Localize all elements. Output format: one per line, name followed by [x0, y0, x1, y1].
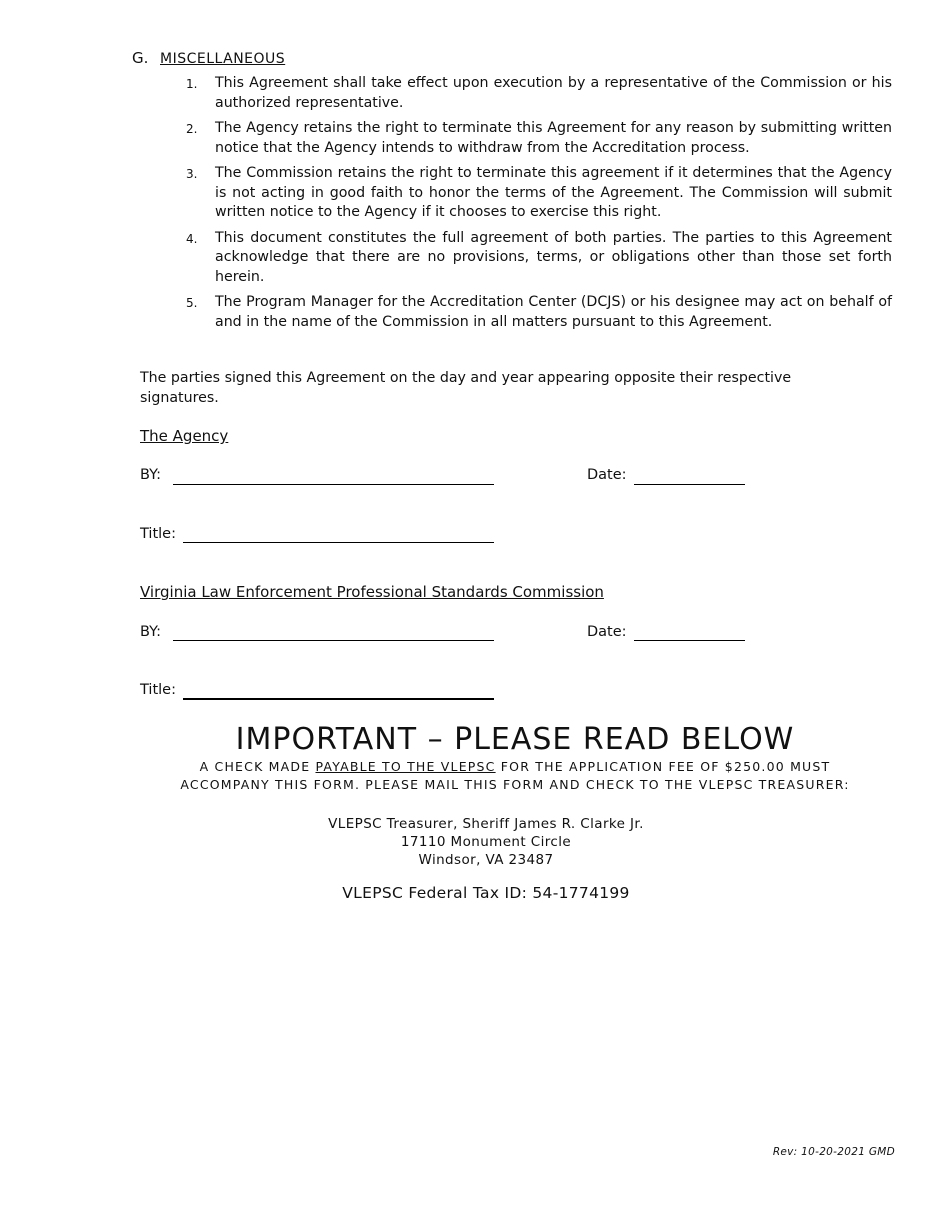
- payment-line1-underlined: PAYABLE TO THE VLEPSC: [315, 759, 496, 774]
- list-item: [186, 164, 892, 223]
- commission-title-label: Title:: [140, 682, 176, 698]
- section-letter: G.: [132, 49, 149, 67]
- commission-by-label: BY:: [140, 624, 161, 640]
- payment-line1-pre: A CHECK MADE: [199, 759, 316, 774]
- agency-title-label: Title:: [140, 526, 176, 542]
- item-number: 5.: [186, 296, 198, 310]
- agency-date-line[interactable]: [634, 484, 745, 485]
- closing-paragraph: The parties signed this Agreement on the day and year appearing opposite their respective signatures.: [140, 370, 792, 406]
- item-number: 4.: [186, 231, 198, 246]
- agency-heading: The Agency: [140, 427, 229, 445]
- list-item: [186, 74, 892, 113]
- commission-date-label: Date:: [587, 624, 627, 640]
- address-line3: Windsor, VA 23487: [418, 852, 554, 868]
- payment-line1-post: FOR THE APPLICATION FEE OF $250.00 MUST: [495, 759, 831, 774]
- item-number: 1.: [186, 77, 198, 91]
- revision-note: Rev: 10-20-2021 GMD: [772, 1146, 895, 1158]
- mailing-address: [0, 815, 950, 869]
- federal-tax-id: VLEPSC Federal Tax ID: 54-1774199: [342, 884, 630, 902]
- item-text: The Agency retains the right to terminate this Agreement for any reason by submitting written notice that the Agency intends to withdraw from the Accreditation process.: [215, 120, 892, 156]
- item-number: 2.: [186, 122, 198, 136]
- commission-title-line[interactable]: [183, 698, 494, 700]
- item-text: The Commission retains the right to terminate this agreement if it determines that the Agency is not acting in good faith to honor the terms of the Agreement. The Commission will submit written notice to the Agency if it chooses to exercise this right.: [215, 165, 892, 220]
- important-heading: IMPORTANT – PLEASE READ BELOW: [235, 722, 795, 757]
- address-line1: VLEPSC Treasurer, Sheriff James R. Clarke Jr.: [328, 816, 644, 832]
- payment-line2: ACCOMPANY THIS FORM. PLEASE MAIL THIS FORM AND CHECK TO THE VLEPSC TREASURER:: [180, 777, 850, 792]
- commission-by-signature-line[interactable]: [173, 640, 494, 641]
- item-text: The Program Manager for the Accreditation Center (DCJS) or his designee may act on behalf of and in the name of the Commission in all matters pursuant to this Agreement.: [215, 294, 892, 330]
- item-number: 3.: [186, 167, 198, 181]
- payment-instructions: [0, 758, 950, 794]
- commission-date-line[interactable]: [634, 640, 745, 641]
- agency-title-line[interactable]: [183, 542, 494, 543]
- list-item: [186, 293, 892, 332]
- address-line2: 17110 Monument Circle: [400, 834, 572, 850]
- item-text: This Agreement shall take effect upon execution by a representative of the Commission or his authorized representative.: [215, 75, 892, 111]
- list-item: [186, 119, 892, 158]
- agency-by-signature-line[interactable]: [173, 484, 494, 485]
- commission-heading: Virginia Law Enforcement Professional Standards Commission: [140, 583, 604, 601]
- list-item: [186, 229, 892, 288]
- agency-by-label: BY:: [140, 467, 161, 483]
- section-title: MISCELLANEOUS: [160, 51, 286, 67]
- agency-date-label: Date:: [587, 467, 627, 483]
- misc-list: [186, 74, 892, 338]
- item-text: This document constitutes the full agreement of both parties. The parties to this Agreement acknowledge that there are no provisions, terms, or obligations other than those set forth herein.: [215, 229, 892, 285]
